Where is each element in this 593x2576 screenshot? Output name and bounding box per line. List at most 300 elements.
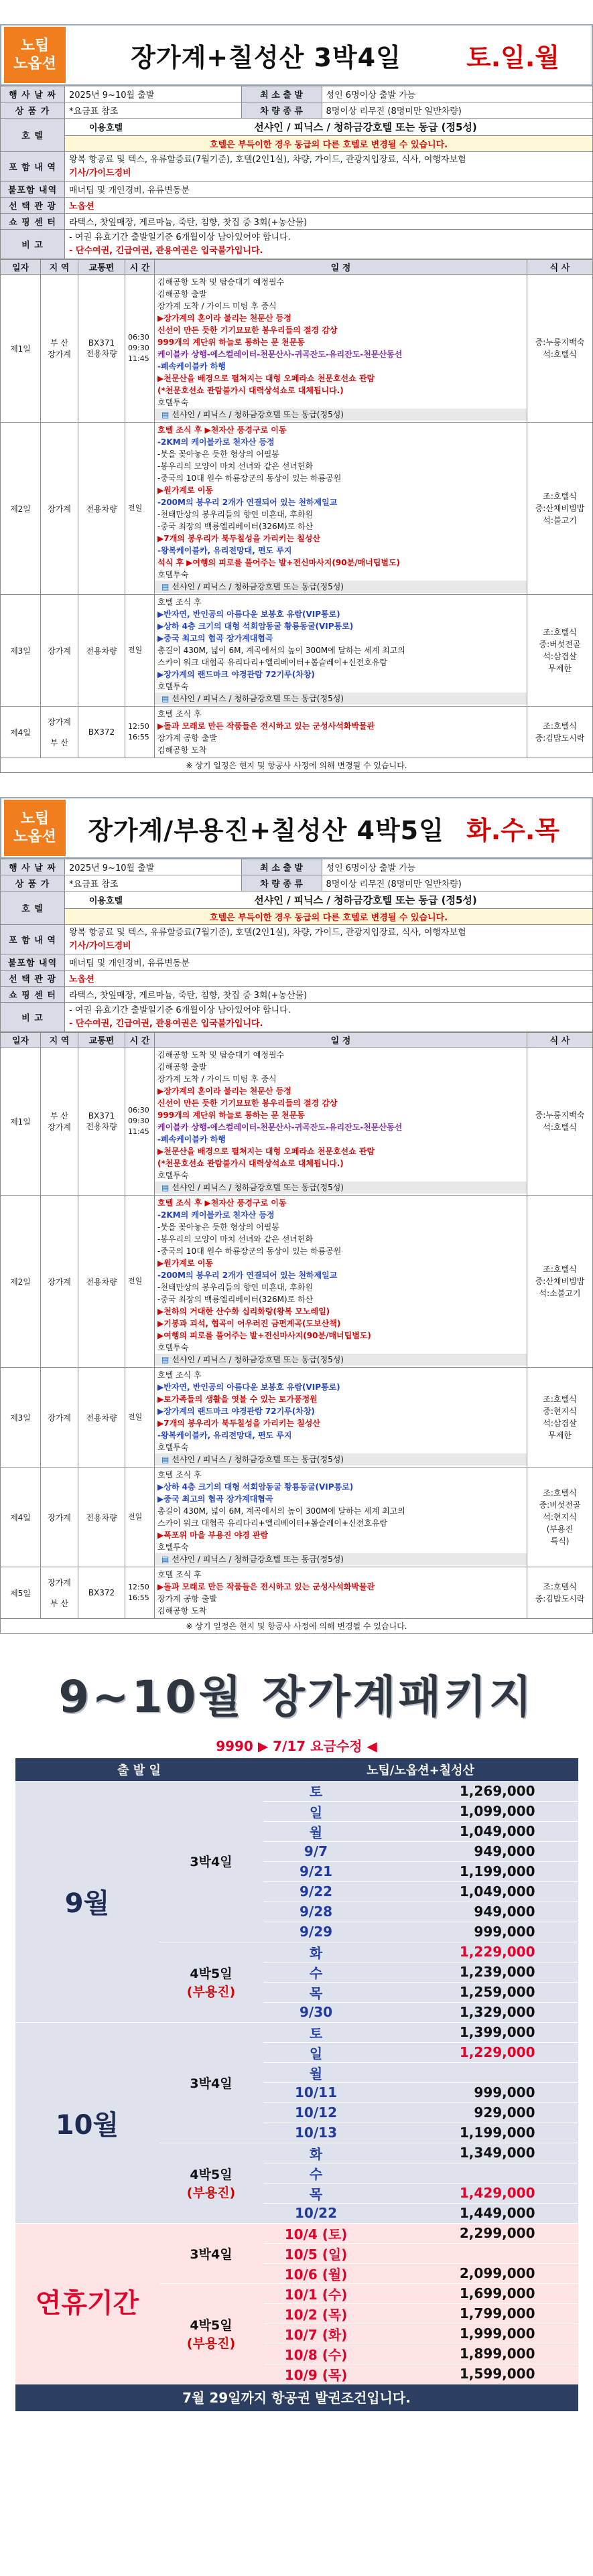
- price-value: 1,199,000: [369, 1861, 578, 1881]
- price-date: 수: [263, 2163, 369, 2183]
- schedule-line: -중국 최장의 백룡엘리베이터(326M)로 하산: [157, 522, 314, 531]
- page: [0, 24, 593, 2411]
- schedule-line: ▶중국 최고의 협곡 장가계대협곡: [157, 634, 273, 643]
- itinerary-header: 일자: [1, 260, 41, 275]
- place: 부 산 장가계: [41, 1048, 78, 1196]
- price-row: [15, 2022, 578, 2042]
- package-3n4d: [0, 24, 593, 773]
- price-label: 상 품 가: [1, 875, 65, 891]
- price-value: 1,329,000: [369, 2002, 578, 2022]
- schedule-line: -천태만상의 봉우리들의 향연 미혼대, 후화원: [157, 1283, 314, 1292]
- memo-line-2: - 단수여권, 긴급여권, 관용여권은 입국불가입니다.: [69, 245, 263, 256]
- day-hotel: [155, 409, 527, 421]
- schedule-line: (*천문호선쇼 관람불가시 대력상석쇼로 대체됩니다.): [157, 1159, 344, 1168]
- day-label: 제1일: [1, 275, 41, 423]
- day-hotel: [155, 1182, 527, 1194]
- schedule: [155, 1468, 527, 1567]
- meal: 조:호텔식 중:현지식 석:삼겹살 무제한: [527, 1368, 593, 1468]
- itinerary-header: 시 간: [125, 260, 155, 275]
- day-label: 제4일: [1, 1468, 41, 1567]
- schedule: [155, 1196, 527, 1368]
- hotel-value: 선샤인 / 피닉스 / 청하금강호텔 또는 동급 (정5성): [254, 121, 477, 133]
- subgroup-label: 4박5일: [190, 2318, 233, 2333]
- place: 장가계: [41, 423, 78, 595]
- schedule-line: ▶돌과 모래로 만든 작품들은 전시하고 있는 군성사석화박물관: [157, 1582, 375, 1591]
- option-cell: [65, 971, 593, 987]
- price-date: 10/1 (수): [263, 2283, 369, 2303]
- price-row: [15, 2223, 578, 2243]
- transport: BX371 전용차량: [78, 275, 125, 423]
- schedule-line: -왕복케이블카, 유리전망대, 편도 루지: [157, 546, 292, 555]
- badge-line: 노팁: [20, 810, 50, 827]
- itinerary-header: 시 간: [125, 1033, 155, 1048]
- badge-line: 노옵션: [13, 829, 56, 845]
- min-label: 최 소 출 발: [241, 86, 322, 102]
- meal: 중:누룽지백숙 석:호텔식: [527, 275, 593, 423]
- schedule-line: 호텔투숙: [157, 1171, 189, 1180]
- schedule-line: -천태만상의 봉우리들의 향연 미혼대, 후화원: [157, 510, 314, 519]
- price-date: 10/11: [263, 2082, 369, 2102]
- schedule-line: ▶원가계로 이동: [157, 1259, 213, 1268]
- day-hotel: [155, 693, 527, 705]
- price-date: 화: [263, 1942, 369, 1962]
- schedule-line: 호텔 조식 후: [157, 1370, 202, 1380]
- price-date: 토: [263, 2022, 369, 2042]
- min-value: 성인 6명이상 출발 가능: [322, 859, 592, 875]
- hotel-icon: ▤: [161, 410, 170, 419]
- exclude-value: 매너팁 및 개인경비, 유류변동분: [65, 182, 593, 198]
- info-table: [0, 86, 593, 259]
- price-value: 1,099,000: [369, 1801, 578, 1821]
- hotel-cell: [65, 891, 593, 909]
- price-value: 1,399,000: [369, 2022, 578, 2042]
- transport: 전용차량: [78, 1368, 125, 1468]
- price-date: 10/8 (수): [263, 2344, 369, 2364]
- schedule-line: 김해공항 도착: [157, 745, 207, 755]
- hotel-icon: ▤: [161, 1555, 170, 1564]
- day-label: 제2일: [1, 1196, 41, 1368]
- package-4n5d: [0, 797, 593, 1634]
- day-label: 제5일: [1, 1567, 41, 1619]
- schedule-line: 신선이 만든 듯한 기기묘묘한 봉우리들의 절경 감상: [157, 1098, 338, 1108]
- memo-line-2: - 단수여권, 긴급여권, 관용여권은 입국불가입니다.: [69, 1018, 263, 1029]
- schedule-line: ▶반자연, 반인공의 아름다운 보봉호 유람(VIP통로): [157, 610, 340, 619]
- hotel-icon: ▤: [161, 1183, 170, 1192]
- itinerary-table: [0, 259, 593, 758]
- price-group: 9월: [15, 1781, 159, 2022]
- shop-value: 라텍스, 찻잎매장, 게르마늄, 죽탄, 침향, 찻집 중 3회(+농산물): [65, 214, 593, 230]
- price-value: 1,349,000: [369, 2143, 578, 2163]
- place: 장가계: [41, 1196, 78, 1368]
- schedule-line: 호텔투숙: [157, 398, 189, 407]
- schedule-line: 호텔투숙: [157, 1343, 189, 1352]
- place: 장가계: [41, 1468, 78, 1567]
- schedule-line: -봉우리의 모양이 마치 선녀와 같은 선녀헌화: [157, 1234, 314, 1244]
- schedule-line: ▶여행의 피로를 풀어주는 발+전신마사지(90분/매너팁별도): [157, 1331, 371, 1340]
- itinerary-row: [1, 1368, 593, 1468]
- schedule-line: -폐속케이블카 하행: [157, 1135, 226, 1144]
- price-label: 상 품 가: [1, 102, 65, 119]
- itinerary-row: [1, 1196, 593, 1368]
- schedule: [155, 1048, 527, 1196]
- meal: 조:호텔식 중:버섯전골 석:현지식 (부용진 특식): [527, 1468, 593, 1567]
- schedule-line: 999개의 계단위 하늘로 통하는 문 천문동: [157, 338, 305, 347]
- memo-label: 비 고: [1, 1003, 65, 1032]
- price-title: 9~10월 장가계패키지: [58, 1671, 535, 1723]
- schedule-line: 호텔 조식 후: [157, 1570, 202, 1579]
- schedule-line: -중국 최장의 백룡엘리베이터(326M)로 하산: [157, 1295, 314, 1304]
- price-date: 9/7: [263, 1841, 369, 1861]
- shop-label: 쇼 핑 센 터: [1, 987, 65, 1003]
- schedule-line: ▶천하의 거대한 산수화 십리화랑(왕복 모노레일): [157, 1307, 330, 1316]
- memo-cell: [65, 1003, 593, 1032]
- schedule-line: 김해공항 출발: [157, 1062, 207, 1072]
- subgroup-label: 3박4일: [190, 2246, 233, 2262]
- badge-line: 노팁: [20, 37, 50, 54]
- car-label: 차 량 종 류: [241, 102, 322, 119]
- schedule-line: 호텔 조식 후: [157, 1470, 202, 1480]
- subgroup-label: 4박5일: [190, 1966, 233, 1981]
- time: 06:30 09:30 11:45: [125, 275, 155, 423]
- transport: BX372: [78, 707, 125, 758]
- shop-label: 쇼 핑 센 터: [1, 214, 65, 230]
- car-value: 8명이상 리무진 (8명미만 일반차량): [322, 102, 592, 119]
- price-date: 10/12: [263, 2102, 369, 2123]
- schedule-line: ▶장가계의 혼이라 불리는 천문산 등정: [157, 313, 291, 323]
- price-date: 9/21: [263, 1861, 369, 1881]
- day-label: 제3일: [1, 595, 41, 707]
- schedule-line: ▶7개의 봉우리가 북두칠성을 가리키는 칠성산: [157, 1419, 320, 1428]
- min-value: 성인 6명이상 출발 가능: [322, 86, 592, 102]
- schedule-line: 장가계 도착 / 가이드 미팅 후 중식: [157, 1074, 277, 1084]
- badge-line: 노옵션: [13, 56, 56, 72]
- schedule-line: ▶토가족들의 생활을 엿볼 수 있는 토가풍정원: [157, 1394, 318, 1404]
- transport: 전용차량: [78, 423, 125, 595]
- include-line: 왕복 항공료 및 텍스, 유류할증료(7월기준), 호텔(2인1실), 차량, 가이드, 관광지입장료, 식사, 여행자보험: [69, 155, 466, 165]
- price-value: *요금표 참조: [65, 875, 242, 891]
- price-date: 수: [263, 1962, 369, 1982]
- itinerary-header: 교통편: [78, 1033, 125, 1048]
- subgroup-sub: (부용진): [186, 1985, 236, 1999]
- hotel-icon: ▤: [161, 582, 170, 591]
- day-hotel: [155, 1354, 527, 1366]
- price-date: 9/29: [263, 1922, 369, 1942]
- itinerary-header: 식 사: [527, 260, 593, 275]
- exclude-label: 불포함 내역: [1, 182, 65, 198]
- price-value: 949,000: [369, 1841, 578, 1861]
- schedule-line: 장가계 공항 출발: [157, 1594, 217, 1603]
- schedule: [155, 275, 527, 423]
- schedule: [155, 595, 527, 707]
- schedule-line: ▶상하 4층 크기의 대형 석회암동굴 황룡동굴(VIP통로): [157, 1482, 354, 1492]
- schedule-line: 스카이 워크 대협곡 유리다리+엘리베이터+봅슬레이+신전호유람: [157, 1518, 388, 1528]
- schedule: [155, 1567, 527, 1619]
- schedule-line: 호텔 조식 후: [157, 709, 202, 719]
- price-section: [0, 1660, 593, 2411]
- schedule-line: 스카이 워크 대협곡 유리다리+엘리베이터+봅슬레이+신전호유람: [157, 658, 388, 667]
- schedule-line: -200M의 봉우리 2개가 연결되어 있는 천하제일교: [157, 498, 338, 507]
- price-value: 929,000: [369, 2102, 578, 2123]
- include-line: 왕복 항공료 및 텍스, 유류할증료(7월기준), 호텔(2인1실), 차량, 가이드, 관광지입장료, 식사, 여행자보험: [69, 928, 466, 938]
- min-label: 최 소 출 발: [241, 859, 322, 875]
- price-date: 화: [263, 2143, 369, 2163]
- day-label: 제1일: [1, 1048, 41, 1196]
- day-hotel-text: 선샤인 / 피닉스 / 청하금강호텔 또는 동급(정5성): [172, 410, 344, 419]
- time: 전일: [125, 423, 155, 595]
- day-hotel-text: 선샤인 / 피닉스 / 청하금강호텔 또는 동급(정5성): [172, 1183, 344, 1192]
- schedule-line: ▶돌과 모래로 만든 작품들은 전시하고 있는 군성사석화박물관: [157, 721, 375, 731]
- day-hotel-text: 선샤인 / 피닉스 / 청하금강호텔 또는 동급(정5성): [172, 582, 344, 591]
- meal: 조:호텔식 중:버섯전골 석:삼겹살 무제한: [527, 595, 593, 707]
- option-value: 노옵션: [69, 975, 94, 985]
- price-subgroup: [159, 1781, 263, 1942]
- schedule-line: -2KM의 케이블카로 천자산 등정: [157, 1210, 275, 1220]
- price-date: 10/6 (월): [263, 2263, 369, 2283]
- price-date: 월: [263, 2062, 369, 2082]
- include-value: [65, 925, 593, 954]
- price-value: 999,000: [369, 1922, 578, 1942]
- time: 06:30 09:30 11:45: [125, 1048, 155, 1196]
- meal: 조:호텔식 중:산채비빔밥 석:소불고기: [527, 1196, 593, 1368]
- price-value: 1,229,000: [369, 1942, 578, 1962]
- price-date: 월: [263, 1821, 369, 1841]
- schedule-line: 신선이 만든 듯한 기기묘묘한 봉우리들의 절경 감상: [157, 326, 338, 335]
- meal: 조:호텔식 중:김밥도시락: [527, 1567, 593, 1619]
- price-date: 목: [263, 1982, 369, 2002]
- place: 장가계 부 산: [41, 707, 78, 758]
- price-group: 10월: [15, 2022, 159, 2223]
- price-date: 10/4 (토): [263, 2223, 369, 2243]
- schedule-line: 김해공항 도착: [157, 1606, 207, 1616]
- price-date: 9/30: [263, 2002, 369, 2022]
- hotel-icon: ▤: [161, 1355, 170, 1364]
- price-value: 1,899,000: [369, 2344, 578, 2364]
- schedule-line: -중국의 10대 원수 하룡장군의 동상이 있는 하룡공원: [157, 474, 342, 483]
- include-line-2: 기사/가이드경비: [69, 167, 131, 178]
- price-value: 1,429,000: [369, 2183, 578, 2203]
- price-value: 1,049,000: [369, 1881, 578, 1902]
- meal: 조:호텔식 중:김밥도시락: [527, 707, 593, 758]
- place: 장가계 부 산: [41, 1567, 78, 1619]
- price-value: 1,799,000: [369, 2303, 578, 2323]
- itinerary-header: 지 역: [41, 260, 78, 275]
- meal: 조:호텔식 중:산채비빔밥 석:불고기: [527, 423, 593, 595]
- memo-label: 비 고: [1, 230, 65, 259]
- price-subgroup: [159, 2022, 263, 2143]
- schedule-line: -왕복케이블카, 유리전망대, 편도 루지: [157, 1431, 292, 1440]
- include-value: [65, 152, 593, 182]
- exclude-label: 불포함 내역: [1, 954, 65, 971]
- price-value: [369, 2243, 578, 2263]
- package-title: 장가계/부용진+칠성산 4박5일: [88, 815, 444, 845]
- transport: BX372: [78, 1567, 125, 1619]
- schedule-line: 김해공항 도착 및 탑승대기 예정필수: [157, 277, 285, 287]
- itinerary-row: [1, 1567, 593, 1619]
- schedule-line: ▶기봉과 괴석, 협곡이 어우러진 금편계곡(도보산책): [157, 1319, 341, 1328]
- subgroup-label: 3박4일: [190, 2076, 233, 2091]
- exclude-value: 매너팁 및 개인경비, 유류변동분: [65, 954, 593, 971]
- day-hotel-text: 선샤인 / 피닉스 / 청하금강호텔 또는 동급(정5성): [172, 1355, 344, 1364]
- include-label: 포 함 내 역: [1, 152, 65, 182]
- price-date: 목: [263, 2183, 369, 2203]
- schedule-line: 총길이 430M, 넓이 6M, 계곡에서의 높이 300M에 달하는 세계 최고의: [157, 1506, 405, 1516]
- price-value: 1,269,000: [369, 1781, 578, 1801]
- shop-value: 라텍스, 찻잎매장, 게르마늄, 죽탄, 침향, 찻집 중 3회(+농산물): [65, 987, 593, 1003]
- price-value: 1,199,000: [369, 2123, 578, 2143]
- hotel-label: 호 텔: [1, 891, 65, 925]
- schedule-line: -폐속케이블카 하행: [157, 362, 226, 371]
- itinerary-header: 일 정: [155, 1033, 527, 1048]
- price-subgroup: [159, 1942, 263, 2022]
- schedule-line: ▶천문산을 배경으로 펼쳐지는 대형 오페라쇼 천문호선쇼 관람: [157, 1147, 375, 1156]
- transport: BX371 전용차량: [78, 1048, 125, 1196]
- schedule-line: 호텔 조식 후: [157, 597, 202, 607]
- hotel-line: [69, 120, 588, 134]
- itinerary-row: [1, 275, 593, 423]
- price-footer: 7월 29일까지 항공권 발권조건입니다.: [15, 2384, 578, 2411]
- package-title: 장가계+칠성산 3박4일: [131, 42, 401, 72]
- price-value: 1,449,000: [369, 2203, 578, 2223]
- option-cell: [65, 198, 593, 214]
- price-value: *요금표 참조: [65, 102, 242, 119]
- itinerary-row: [1, 595, 593, 707]
- schedule-line: -중국의 10대 원수 하룡장군의 동상이 있는 하룡공원: [157, 1246, 342, 1256]
- hotel-icon: ▤: [161, 694, 170, 703]
- hotel-note: 호텔은 부득이한 경우 동급의 다른 호텔로 변경될 수 있습니다.: [209, 913, 448, 923]
- time: 12:50 16:55: [125, 707, 155, 758]
- schedule-line: 호텔투숙: [157, 682, 189, 691]
- itinerary-table: [0, 1032, 593, 1619]
- schedule: [155, 707, 527, 758]
- hotel-line: [69, 893, 588, 907]
- subgroup-sub: (부용진): [186, 2336, 236, 2351]
- itinerary-header: 식 사: [527, 1033, 593, 1048]
- price-value: [369, 2163, 578, 2183]
- schedule-line: ▶원가계로 이동: [157, 486, 213, 495]
- price-value: 1,049,000: [369, 1821, 578, 1841]
- price-date: 일: [263, 2042, 369, 2062]
- include-label: 포 함 내 역: [1, 925, 65, 954]
- hotel-note: 호텔은 부득이한 경우 동급의 다른 호텔로 변경될 수 있습니다.: [209, 140, 448, 150]
- price-row: [15, 1781, 578, 1801]
- schedule-line: 호텔 조식 후 ▶천자산 풍경구로 이동: [157, 425, 287, 435]
- schedule-line: 호텔 조식 후 ▶천자산 풍경구로 이동: [157, 1198, 287, 1208]
- schedule-line: 호텔투숙: [157, 570, 189, 579]
- itinerary-header: 교통편: [78, 260, 125, 275]
- price-date: 10/22: [263, 2203, 369, 2223]
- price-value: 949,000: [369, 1902, 578, 1922]
- time: 전일: [125, 1468, 155, 1567]
- schedule-line: -붓을 꽂아놓은 듯한 형상의 어필봉: [157, 1222, 279, 1232]
- schedule-line: 케이블카 상행-에스컬레이터-천문산사-귀곡잔도-유리잔도-천문산동선: [157, 1123, 403, 1132]
- time: 12:50 16:55: [125, 1567, 155, 1619]
- schedule-line: 석식 후 ▶여행의 피로를 풀어주는 발+전신마사지(90분/매너팁별도): [157, 558, 401, 567]
- schedule-line: (*천문호선쇼 관람불가시 대력상석쇼로 대체됩니다.): [157, 386, 344, 395]
- hotel-type: 이용호텔: [88, 123, 123, 133]
- price-subgroup: [159, 2143, 263, 2223]
- option-value: 노옵션: [69, 202, 94, 212]
- transport: 전용차량: [78, 1468, 125, 1567]
- day-hotel-text: 선샤인 / 피닉스 / 청하금강호텔 또는 동급(정5성): [172, 1555, 344, 1564]
- schedule-line: 호텔투숙: [157, 1543, 189, 1552]
- day-hotel-text: 선샤인 / 피닉스 / 청하금강호텔 또는 동급(정5성): [172, 1455, 344, 1464]
- itinerary-header: 지 역: [41, 1033, 78, 1048]
- schedule-line: 999개의 계단위 하늘로 통하는 문 천문동: [157, 1111, 305, 1120]
- schedule-line: -2KM의 케이블카로 천자산 등정: [157, 437, 275, 447]
- package-header: [0, 797, 593, 859]
- day-label: 제2일: [1, 423, 41, 595]
- schedule-line: -붓을 꽂아놓은 듯한 형상의 어필봉: [157, 449, 279, 459]
- price-value: 2,099,000: [369, 2263, 578, 2283]
- subgroup-label: 3박4일: [190, 1855, 233, 1870]
- schedule-line: 김해공항 도착 및 탑승대기 예정필수: [157, 1050, 285, 1060]
- period-label: 행 사 날 짜: [1, 86, 65, 102]
- schedule-line: 케이블카 상행-에스컬레이터-천문산사-귀곡잔도-유리잔도-천문산동선: [157, 350, 403, 359]
- schedule-line: 김해공항 출발: [157, 289, 207, 299]
- price-value: 1,599,000: [369, 2364, 578, 2384]
- transport: 전용차량: [78, 595, 125, 707]
- price-head-price: 노팁/노옵션+칠성산: [263, 1758, 578, 1781]
- day-hotel: [155, 1553, 527, 1565]
- period-value: 2025년 9~10월 출발: [65, 86, 242, 102]
- place: 장가계: [41, 1368, 78, 1468]
- transport: 전용차량: [78, 1196, 125, 1368]
- hotel-note-cell: [65, 136, 593, 152]
- day-label: 제4일: [1, 707, 41, 758]
- price-subtitle: 9990 ▶ 7/17 요금수정 ◀: [216, 1738, 377, 1754]
- schedule-line: ▶중국 최고의 협곡 장가계대협곡: [157, 1494, 273, 1504]
- time: 전일: [125, 1196, 155, 1368]
- itinerary-row: [1, 423, 593, 595]
- time: 전일: [125, 595, 155, 707]
- time: 전일: [125, 1368, 155, 1468]
- option-label: 선 택 관 광: [1, 971, 65, 987]
- car-value: 8명이상 리무진 (8명미만 일반차량): [322, 875, 592, 891]
- schedule-line: -200M의 봉우리 2개가 연결되어 있는 천하제일교: [157, 1271, 338, 1280]
- meal: 중:누룽지백숙 석:호텔식: [527, 1048, 593, 1196]
- hotel-cell: [65, 119, 593, 136]
- itinerary-row: [1, 1048, 593, 1196]
- memo-cell: [65, 230, 593, 259]
- schedule-line: 총길이 430M, 넓이 6M, 계곡에서의 높이 300M에 달하는 세계 최고의: [157, 646, 405, 655]
- schedule-line: ▶반자연, 반인공의 아름다운 보봉호 유람(VIP통로): [157, 1382, 340, 1392]
- itinerary-row: [1, 1468, 593, 1567]
- schedule-line: 장가계 공항 출발: [157, 733, 217, 743]
- schedule-line: ▶상하 4층 크기의 대형 석회암동굴 황룡동굴(VIP통로): [157, 622, 354, 631]
- price-group: 연휴기간: [15, 2223, 159, 2384]
- period-value: 2025년 9~10월 출발: [65, 859, 242, 875]
- package-days: 토.일.월: [466, 42, 559, 72]
- place: 장가계: [41, 595, 78, 707]
- price-value: [369, 2062, 578, 2082]
- price-value: 1,999,000: [369, 2323, 578, 2344]
- period-label: 행 사 날 짜: [1, 859, 65, 875]
- hotel-icon: ▤: [161, 1455, 170, 1464]
- schedule-line: 장가계 도착 / 가이드 미팅 후 중식: [157, 301, 277, 311]
- itinerary-footer: ※ 상기 일정은 현지 및 항공사 사정에 의해 변경될 수 있습니다.: [0, 758, 593, 773]
- itinerary-row: [1, 707, 593, 758]
- car-label: 차 량 종 류: [241, 875, 322, 891]
- hotel-value: 선샤인 / 피닉스 / 청하금강호텔 또는 동급 (정5성): [254, 894, 477, 906]
- price-head-date: 출 발 일: [15, 1758, 263, 1781]
- schedule-line: ▶폭포위 마을 부용진 야경 관람: [157, 1530, 269, 1540]
- price-date: 일: [263, 1801, 369, 1821]
- schedule-line: ▶장가계의 랜드마크 야경관람 72기루(차창): [157, 1407, 315, 1416]
- schedule-line: -봉우리의 모양이 마치 선녀와 같은 선녀헌화: [157, 461, 314, 471]
- price-table: [15, 1758, 578, 2384]
- package-days: 화.수.목: [466, 815, 559, 845]
- day-hotel: [155, 581, 527, 593]
